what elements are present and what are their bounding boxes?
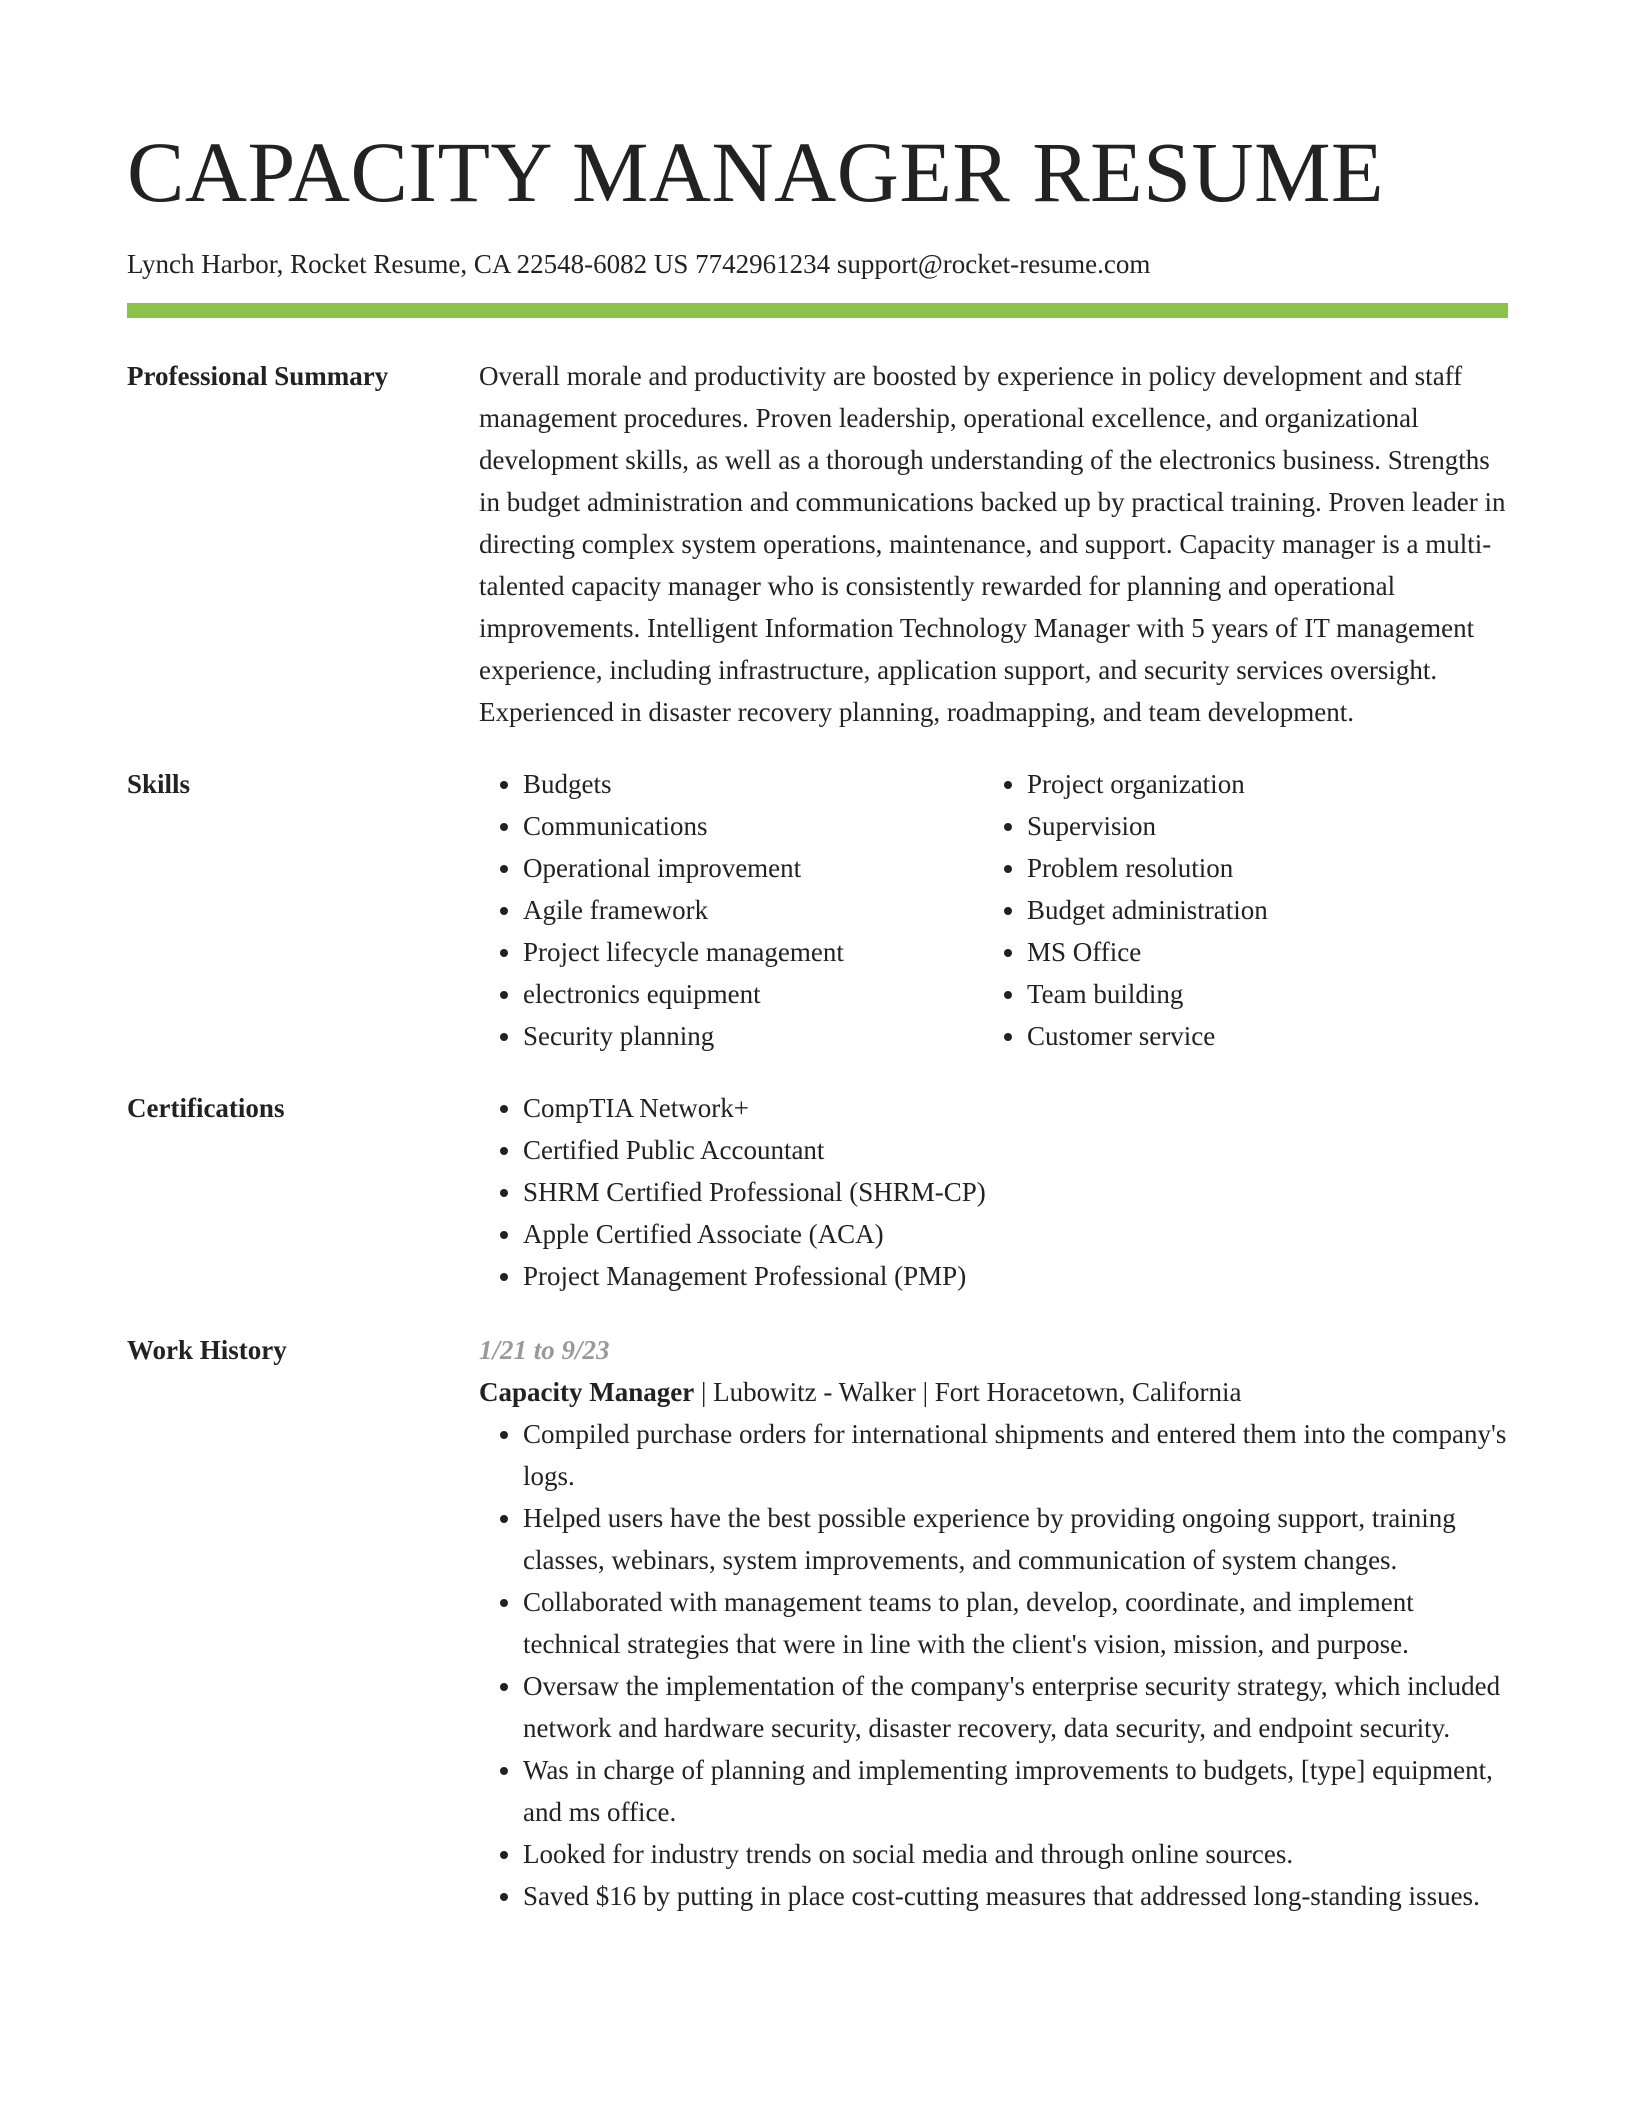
list-item: • CompTIA Network+ [523,1087,1508,1129]
summary-body [479,355,1508,733]
job-bullets [479,1413,1508,1917]
contact-line: Lynch Harbor, Rocket Resume, CA 22548-6082 US 7742961234 support@rocket-resume.com [127,249,1151,279]
list-item: • Budgets [523,763,983,805]
list-item: • Project lifecycle management [523,931,983,973]
list-item: • Communications [523,805,983,847]
summary-heading: Professional Summary [127,361,389,391]
job-header [479,1371,1508,1413]
list-item: • Was in charge of planning and implementing improvements to budgets, [type] equipment, and ms office. [523,1749,1508,1833]
list-item: • MS Office [1027,931,1487,973]
certifications-body [479,1087,1508,1297]
skills-list-left [479,763,983,1057]
certifications-heading: Certifications [127,1093,285,1123]
skills-body [479,763,1508,1057]
list-item: • Team building [1027,973,1487,1015]
list-item: • Project Management Professional (PMP) [523,1255,1508,1297]
list-item: • Agile framework [523,889,983,931]
list-item: • SHRM Certified Professional (SHRM-CP) [523,1171,1508,1213]
list-item: • Saved $16 by putting in place cost-cutting measures that addressed long-standing issues. [523,1875,1508,1917]
work-history-section [127,1329,1508,1917]
list-item: • Certified Public Accountant [523,1129,1508,1171]
list-item: • Looked for industry trends on social media and through online sources. [523,1833,1508,1875]
job-dates: 1/21 to 9/23 [479,1335,610,1365]
resume-title: CAPACITY MANAGER RESUME [127,124,1385,220]
work-history-heading: Work History [127,1335,287,1365]
list-item: • Collaborated with management teams to plan, develop, coordinate, and implement technical strategies that were in line with the client's vision, mission, and purpose. [523,1581,1508,1665]
list-item: • Compiled purchase orders for international shipments and entered them into the company's logs. [523,1413,1508,1497]
skills-heading: Skills [127,769,191,799]
skills-section [127,763,1508,1057]
job-entry [479,1329,1508,1917]
summary-section [127,355,1508,733]
list-item: • Supervision [1027,805,1487,847]
list-item: • Apple Certified Associate (ACA) [523,1213,1508,1255]
list-item: • Budget administration [1027,889,1487,931]
skills-column-left [479,763,983,1057]
list-item: • Project organization [1027,763,1487,805]
list-item: • Helped users have the best possible experience by providing ongoing support, training classes, webinars, system improvements, and communication of system changes. [523,1497,1508,1581]
certifications-list [479,1087,1508,1297]
list-item: • Operational improvement [523,847,983,889]
certifications-section [127,1087,1508,1297]
skills-column-right [983,763,1487,1057]
skills-columns [479,763,1508,1057]
skills-list-right [983,763,1487,1057]
job-details: | Lubowitz - Walker | Fort Horacetown, California [694,1377,1242,1407]
list-item: • electronics equipment [523,973,983,1015]
list-item: • Customer service [1027,1015,1487,1057]
list-item: • Oversaw the implementation of the company's enterprise security strategy, which included network and hardware security, disaster recovery, data security, and endpoint security. [523,1665,1508,1749]
list-item: • Security planning [523,1015,983,1057]
list-item: • Problem resolution [1027,847,1487,889]
work-history-body [479,1329,1508,1917]
job-title: Capacity Manager [479,1377,695,1407]
accent-divider [127,303,1508,318]
summary-text: Overall morale and productivity are boosted by experience in policy development and staff management procedures. Proven leadership, operational excellence, and organizational development skills, as well as a thorough understanding of the electronics business. Strengths in budget administration and communications backed up by practical training. Proven leader in directing complex system operations, maintenance, and support. Capacity manager is a multi-talented capacity manager who is consistently rewarded for planning and operational improvements. Intelligent Information Technology Manager with 5 years of IT management experience, including infrastructure, application support, and security services oversight. Experienced in disaster recovery planning, roadmapping, and team development. [479,361,1506,727]
